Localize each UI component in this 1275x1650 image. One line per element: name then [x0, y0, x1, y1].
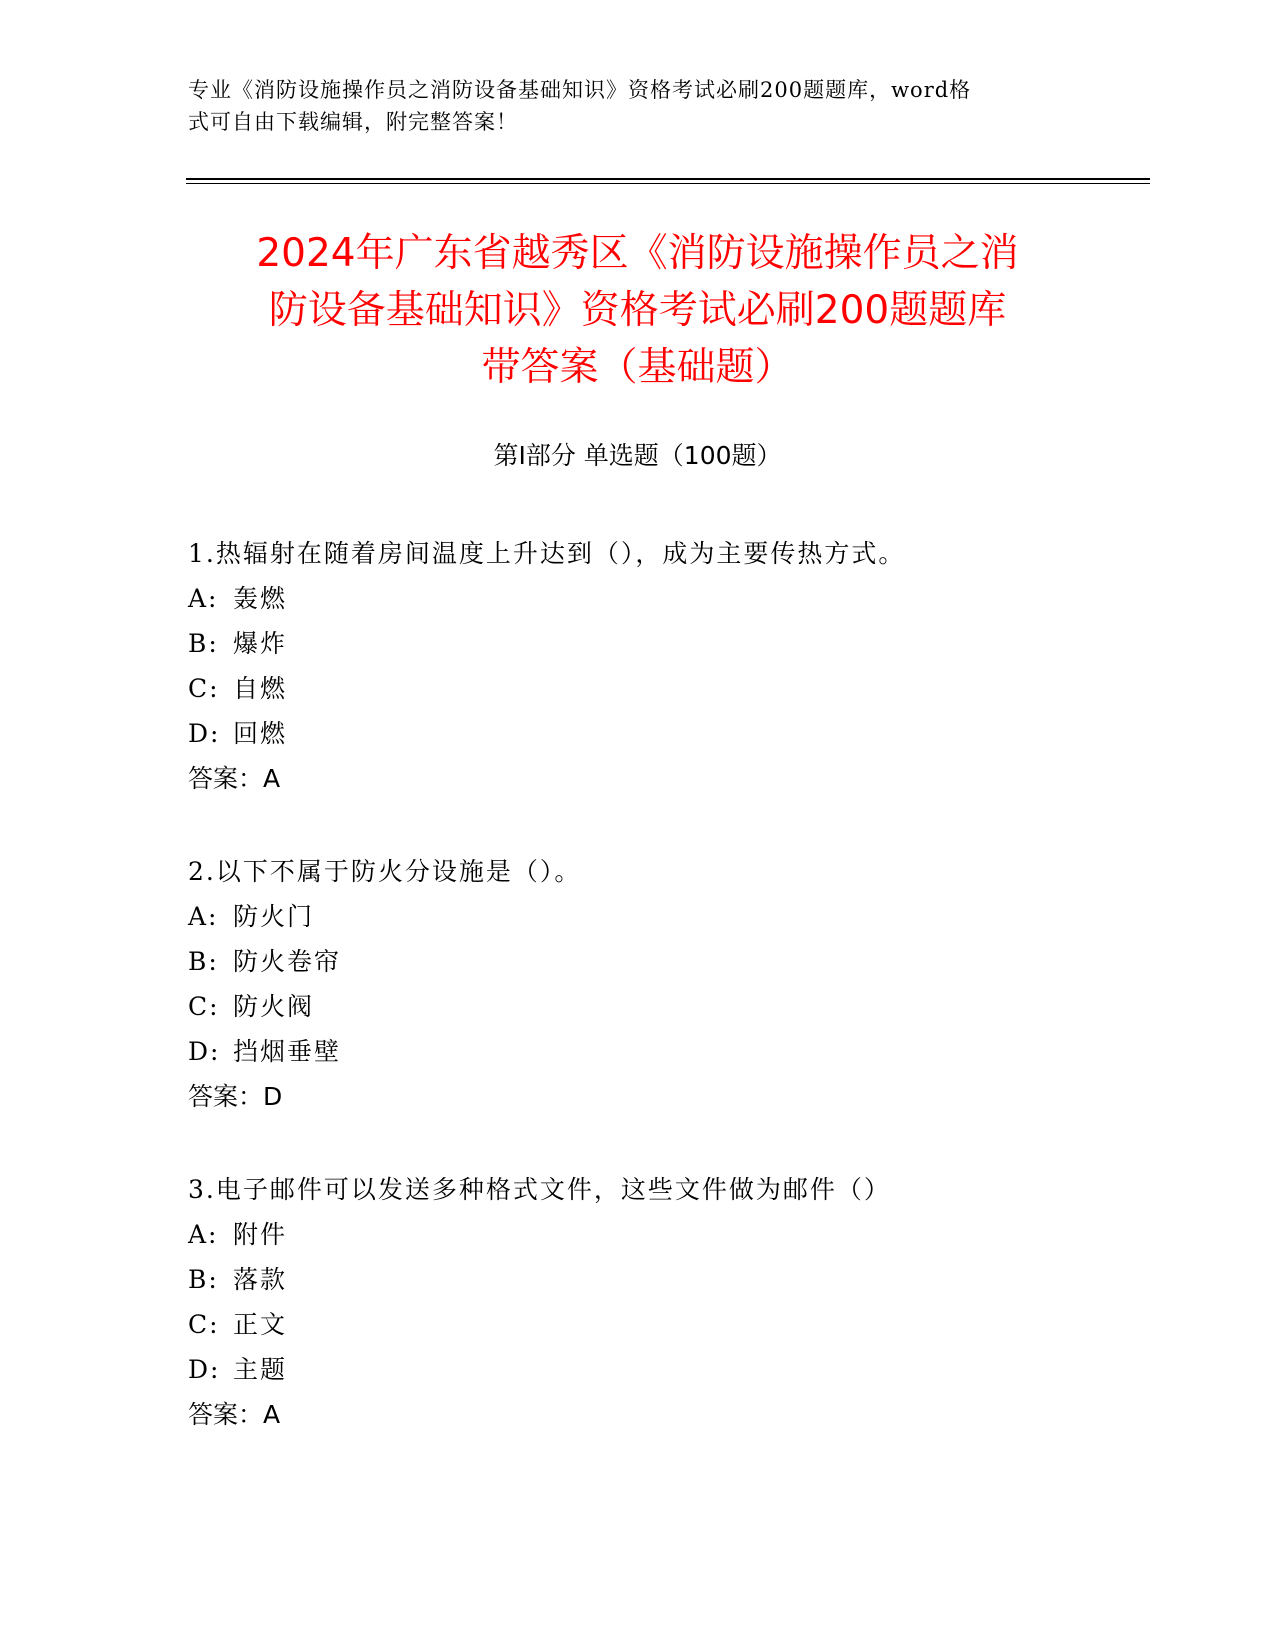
section-heading: 第Ⅰ部分 单选题（100题）	[493, 441, 782, 470]
option-text: 回燃	[233, 719, 288, 748]
question-stem: 3.电子邮件可以发送多种格式文件，这些文件做为邮件（）	[188, 1175, 891, 1204]
option-d	[188, 1029, 1138, 1074]
document-title-line-1: 2024年广东省越秀区《消防设施操作员之消	[256, 231, 1019, 276]
option-letter: C:	[188, 674, 220, 703]
option-letter: D:	[188, 1355, 221, 1384]
option-text: 主题	[233, 1355, 288, 1384]
option-text: 防火门	[233, 902, 315, 931]
option-letter: A:	[188, 584, 219, 613]
answer-line: 答案：A	[188, 1400, 281, 1429]
option-c	[188, 1302, 1138, 1347]
option-letter: B:	[188, 1265, 219, 1294]
question-list	[188, 531, 1138, 1485]
question-item	[188, 531, 1138, 801]
option-text: 轰燃	[233, 584, 288, 613]
option-a	[188, 1212, 1138, 1257]
option-c	[188, 666, 1138, 711]
answer-line: 答案：D	[188, 1082, 283, 1111]
option-letter: D:	[188, 1037, 221, 1066]
option-text: 自燃	[233, 674, 288, 703]
option-letter: A:	[188, 1220, 219, 1249]
option-c	[188, 984, 1138, 1029]
option-letter: D:	[188, 719, 221, 748]
option-letter: B:	[188, 629, 219, 658]
option-d	[188, 1347, 1138, 1392]
question-stem: 2.以下不属于防火分设施是（）。	[188, 857, 582, 886]
answer-line: 答案：A	[188, 764, 281, 793]
document-title	[140, 225, 1135, 396]
option-a	[188, 576, 1138, 621]
option-b	[188, 621, 1138, 666]
option-text: 防火阀	[233, 992, 315, 1021]
header-divider-thin	[186, 183, 1150, 184]
header-note-line-1: 专业《消防设施操作员之消防设备基础知识》资格考试必刷200题题库，word格	[188, 78, 972, 102]
document-title-line-2: 防设备基础知识》资格考试必刷200题题库	[268, 288, 1007, 333]
option-text: 爆炸	[233, 629, 288, 658]
option-a	[188, 894, 1138, 939]
header-note-line-2: 式可自由下载编辑，附完整答案！	[188, 110, 518, 134]
option-d	[188, 711, 1138, 756]
question-item	[188, 1167, 1138, 1437]
option-b	[188, 939, 1138, 984]
document-title-line-3: 带答案（基础题）	[481, 345, 794, 390]
option-letter: A:	[188, 902, 219, 931]
option-letter: C:	[188, 992, 220, 1021]
option-text: 正文	[233, 1310, 288, 1339]
option-letter: B:	[188, 947, 219, 976]
option-letter: C:	[188, 1310, 220, 1339]
option-b	[188, 1257, 1138, 1302]
header-divider-thick	[186, 178, 1150, 180]
option-text: 防火卷帘	[233, 947, 342, 976]
option-text: 附件	[233, 1220, 288, 1249]
header-note	[188, 74, 1068, 138]
option-text: 挡烟垂壁	[233, 1037, 342, 1066]
option-text: 落款	[233, 1265, 288, 1294]
question-item	[188, 849, 1138, 1119]
question-stem: 1.热辐射在随着房间温度上升达到（），成为主要传热方式。	[188, 539, 906, 568]
